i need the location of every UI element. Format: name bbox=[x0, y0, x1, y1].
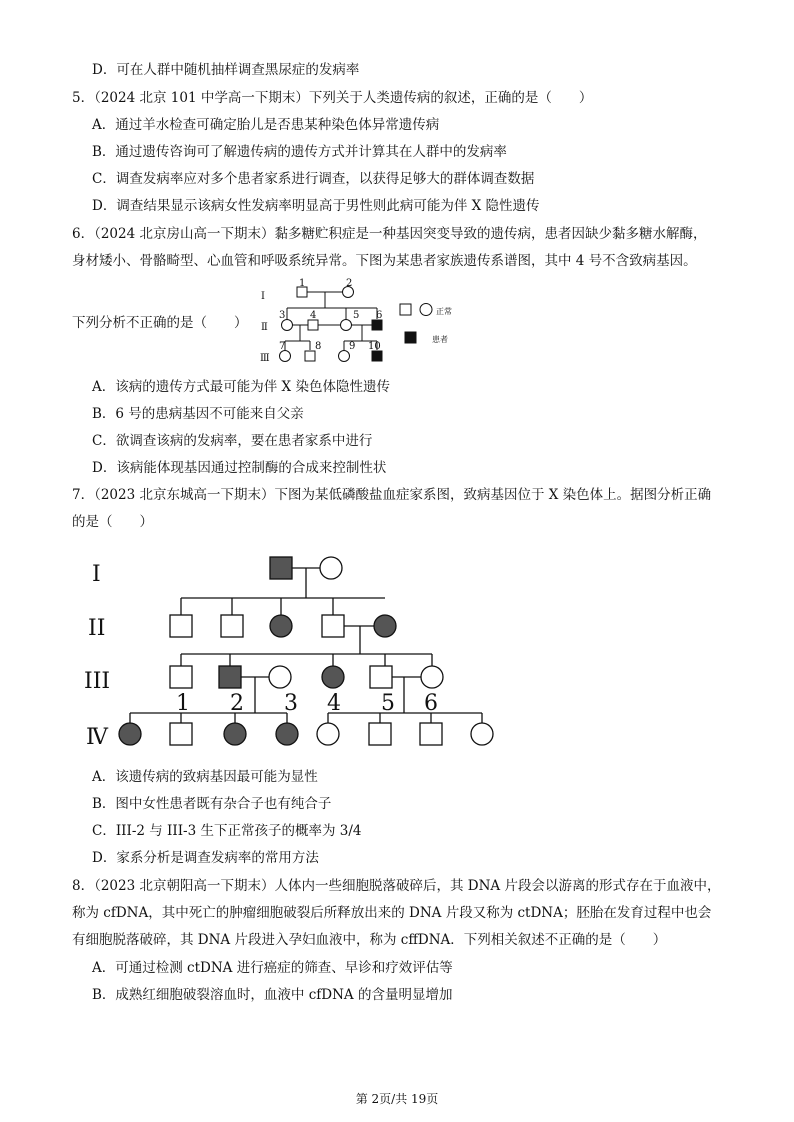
q7-member-ii3 bbox=[270, 615, 292, 637]
q7-member-number: 1 bbox=[176, 691, 190, 716]
q7-option-d: D．家系分析是调查发病率的常用方法 bbox=[92, 850, 319, 866]
q5-option-b: B．通过遗传咨询可了解遗传病的遗传方式并计算其在人群中的发病率 bbox=[92, 144, 507, 160]
q7-member-iv5 bbox=[317, 723, 339, 745]
q6-member-number: 1 bbox=[299, 278, 306, 289]
q7-member-iii6 bbox=[421, 666, 443, 688]
q7-member-ii1 bbox=[170, 615, 192, 637]
page-footer: 第 2页/共 19页 bbox=[355, 1092, 439, 1106]
q6-option-d: D．该病能体现基因通过控制酶的合成来控制性状 bbox=[92, 460, 387, 476]
q8-option-b: B．成熟红细胞破裂溶血时，血液中 cfDNA 的含量明显增加 bbox=[92, 987, 453, 1003]
q6-legend-affected-label: 患者 bbox=[432, 335, 448, 344]
q5-option-d: D．调查结果显示该病女性发病率明显高于男性则此病可能为伴 X 隐性遗传 bbox=[92, 198, 540, 214]
q7-member-iv4 bbox=[276, 723, 298, 745]
q7-member-iv6 bbox=[369, 723, 391, 745]
q6-gen-label: Ⅱ bbox=[261, 322, 268, 333]
q7-stem-line1: 7．（2023 北京东城高一下期末）下图为某低磷酸盐血症家系图，致病基因位于 X 染色体上。据图分析正确 bbox=[72, 487, 712, 503]
q6-member-number: 9 bbox=[349, 341, 356, 352]
q8-option-a: A．可通过检测 ctDNA 进行癌症的筛查、早诊和疗效评估等 bbox=[92, 960, 453, 976]
q6-member-10 bbox=[372, 351, 382, 361]
q6-option-c: C．欲调查该病的发病率，要在患者家系中进行 bbox=[92, 433, 373, 449]
q6-member-9 bbox=[339, 351, 350, 362]
q7-stem-line2: 的是（ ） bbox=[72, 514, 153, 530]
q7-member-ii2 bbox=[221, 615, 243, 637]
q7-member-iv8 bbox=[471, 723, 493, 745]
q7-member-iv3 bbox=[224, 723, 246, 745]
q7-option-a: A．该遗传病的致病基因最可能为显性 bbox=[92, 769, 318, 785]
q5-option-a: A．通过羊水检查可确定胎儿是否患某种染色体异常遗传病 bbox=[92, 117, 440, 133]
q7-member-number: 4 bbox=[327, 691, 341, 716]
q6-member-5 bbox=[341, 320, 352, 331]
q6-member-number: 7 bbox=[279, 341, 286, 352]
q7-member-iii3 bbox=[269, 666, 291, 688]
q7-member-iii5 bbox=[370, 666, 392, 688]
q7-gen-label: I bbox=[92, 562, 101, 587]
q6-legend-normal-label: 正常 bbox=[436, 307, 452, 316]
q6-option-b: B．6 号的患病基因不可能来自父亲 bbox=[92, 406, 304, 422]
q6-legend-normal-male bbox=[400, 304, 411, 315]
q6-member-number: 3 bbox=[279, 310, 286, 321]
q6-pedigree-chart bbox=[250, 276, 450, 366]
q7-member-i2 bbox=[320, 557, 342, 579]
q7-member-number: 3 bbox=[284, 691, 298, 716]
q6-member-7 bbox=[280, 351, 291, 362]
q6-member-number: 5 bbox=[353, 310, 360, 321]
q7-member-iv2 bbox=[170, 723, 192, 745]
q7-member-iii1 bbox=[170, 666, 192, 688]
q6-member-8 bbox=[305, 351, 315, 361]
q7-member-number: 6 bbox=[424, 691, 438, 716]
q8-stem-line3: 有细胞脱落破碎，其 DNA 片段进入孕妇血液中，称为 cffDNA．下列相关叙述不正确的是（ ） bbox=[72, 932, 667, 948]
q6-member-6 bbox=[372, 320, 382, 330]
q6-gen-label: Ⅰ bbox=[261, 291, 265, 302]
q6-member-number: 10 bbox=[368, 341, 381, 352]
q6-member-number: 8 bbox=[315, 341, 322, 352]
q8-stem-line1: 8．（2023 北京朝阳高一下期末）人体内一些细胞脱落破碎后，其 DNA 片段会以游离的形式存在于血液中， bbox=[72, 878, 721, 894]
q6-member-number: 6 bbox=[376, 310, 383, 321]
q7-option-b: B．图中女性患者既有杂合子也有纯合子 bbox=[92, 796, 332, 812]
q6-stem-line3: 下列分析不正确的是（ ） bbox=[72, 315, 248, 331]
q6-stem-line1: 6．（2024 北京房山高一下期末）黏多糖贮积症是一种基因突变导致的遗传病，患者因缺少黏多糖水解酶， bbox=[72, 226, 707, 242]
q4-option-d: D．可在人群中随机抽样调查黑尿症的发病率 bbox=[92, 62, 360, 78]
q7-member-i1 bbox=[270, 557, 292, 579]
q5-option-c: C．调查发病率应对多个患者家系进行调查，以获得足够大的群体调查数据 bbox=[92, 171, 535, 187]
q7-member-iv7 bbox=[420, 723, 442, 745]
q7-member-iv1 bbox=[119, 723, 141, 745]
q7-gen-label: Ⅳ bbox=[86, 725, 108, 750]
q7-gen-label: II bbox=[88, 616, 106, 641]
q6-legend-normal-female bbox=[420, 304, 432, 316]
q8-stem-line2: 称为 cfDNA，其中死亡的肿瘤细胞破裂后所释放出来的 DNA 片段又称为 ctDNA；胚胎在发育过程中也会 bbox=[72, 905, 712, 921]
q6-member-4 bbox=[308, 320, 318, 330]
q7-member-number: 5 bbox=[381, 691, 395, 716]
q7-gen-label: III bbox=[84, 669, 111, 694]
q6-member-number: 2 bbox=[346, 278, 353, 289]
q7-member-number: 2 bbox=[230, 691, 244, 716]
q5-stem: 5．（2024 北京 101 中学高一下期末）下列关于人类遗传病的叙述，正确的是（ ） bbox=[72, 90, 593, 106]
q7-option-c: C．III-2 与 III-3 生下正常孩子的概率为 3/4 bbox=[92, 823, 362, 839]
q6-member-number: 4 bbox=[310, 310, 317, 321]
q7-member-iii2 bbox=[219, 666, 241, 688]
q6-stem-line2: 身材矮小、骨骼畸型、心血管和呼吸系统异常。下图为某患者家族遗传系谱图，其中 4 号不含致病基因。 bbox=[72, 253, 697, 269]
q7-pedigree-chart bbox=[80, 548, 520, 758]
q6-member-3 bbox=[282, 320, 293, 331]
q7-member-ii4 bbox=[322, 615, 344, 637]
q7-member-iii4 bbox=[322, 666, 344, 688]
q6-gen-label: Ⅲ bbox=[260, 353, 270, 364]
q6-legend-affected-male bbox=[405, 332, 416, 343]
q7-member-ii5 bbox=[374, 615, 396, 637]
q6-option-a: A．该病的遗传方式最可能为伴 X 染色体隐性遗传 bbox=[92, 379, 390, 395]
